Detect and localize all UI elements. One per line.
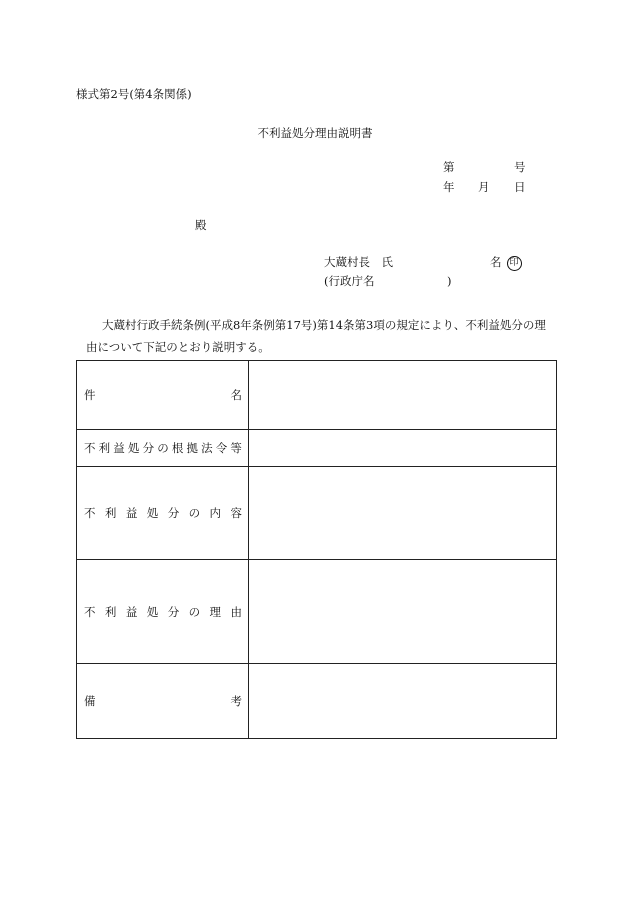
seal-mark: 印 xyxy=(507,256,522,271)
explanation-table xyxy=(76,360,557,739)
value-reason[interactable] xyxy=(249,560,557,664)
label-cell xyxy=(77,560,249,664)
agency-name-close: ) xyxy=(447,274,452,288)
value-subject[interactable] xyxy=(249,361,557,430)
label-cell xyxy=(77,361,249,430)
addressee-suffix: 殿 xyxy=(195,218,207,232)
table-row-remarks xyxy=(77,664,557,739)
label-cell xyxy=(77,664,249,739)
sender-title: 大蔵村長 氏 xyxy=(324,255,393,269)
date-month: 月 xyxy=(478,180,490,194)
value-content[interactable] xyxy=(249,467,557,560)
label-remarks: 備 考 xyxy=(84,694,242,708)
body-line-1: 大蔵村行政手続条例(平成8年条例第17号)第14条第3項の規定により、不利益処分の理 xyxy=(102,318,546,332)
doc-number-dai: 第 xyxy=(443,160,455,174)
table-row-reason xyxy=(77,560,557,664)
body-paragraph xyxy=(76,314,558,358)
label-subject: 件 名 xyxy=(84,388,242,402)
value-legal-basis[interactable] xyxy=(249,430,557,467)
table-row-content xyxy=(77,467,557,560)
table-row-basis xyxy=(77,430,557,467)
label-legal-basis: 不 利 益 処 分 の 根 拠 法 令 等 xyxy=(84,441,242,455)
name-label: 名 xyxy=(490,255,502,269)
sender-name-label xyxy=(490,255,522,271)
label-cell xyxy=(77,430,249,467)
form-number: 様式第2号(第4条関係) xyxy=(76,87,192,101)
label-content: 不 利 益 処 分 の 内 容 xyxy=(84,506,242,520)
label-reason: 不 利 益 処 分 の 理 由 xyxy=(84,604,242,619)
date-day: 日 xyxy=(514,180,526,194)
body-line-2: 由について下記のとおり説明する。 xyxy=(86,340,270,354)
agency-name-open: (行政庁名 xyxy=(324,274,375,288)
label-cell xyxy=(77,467,249,560)
table-row-subject xyxy=(77,361,557,430)
value-remarks[interactable] xyxy=(249,664,557,739)
doc-number-go: 号 xyxy=(514,160,526,174)
date-year: 年 xyxy=(443,180,455,194)
document-title: 不利益処分理由説明書 xyxy=(257,126,373,140)
